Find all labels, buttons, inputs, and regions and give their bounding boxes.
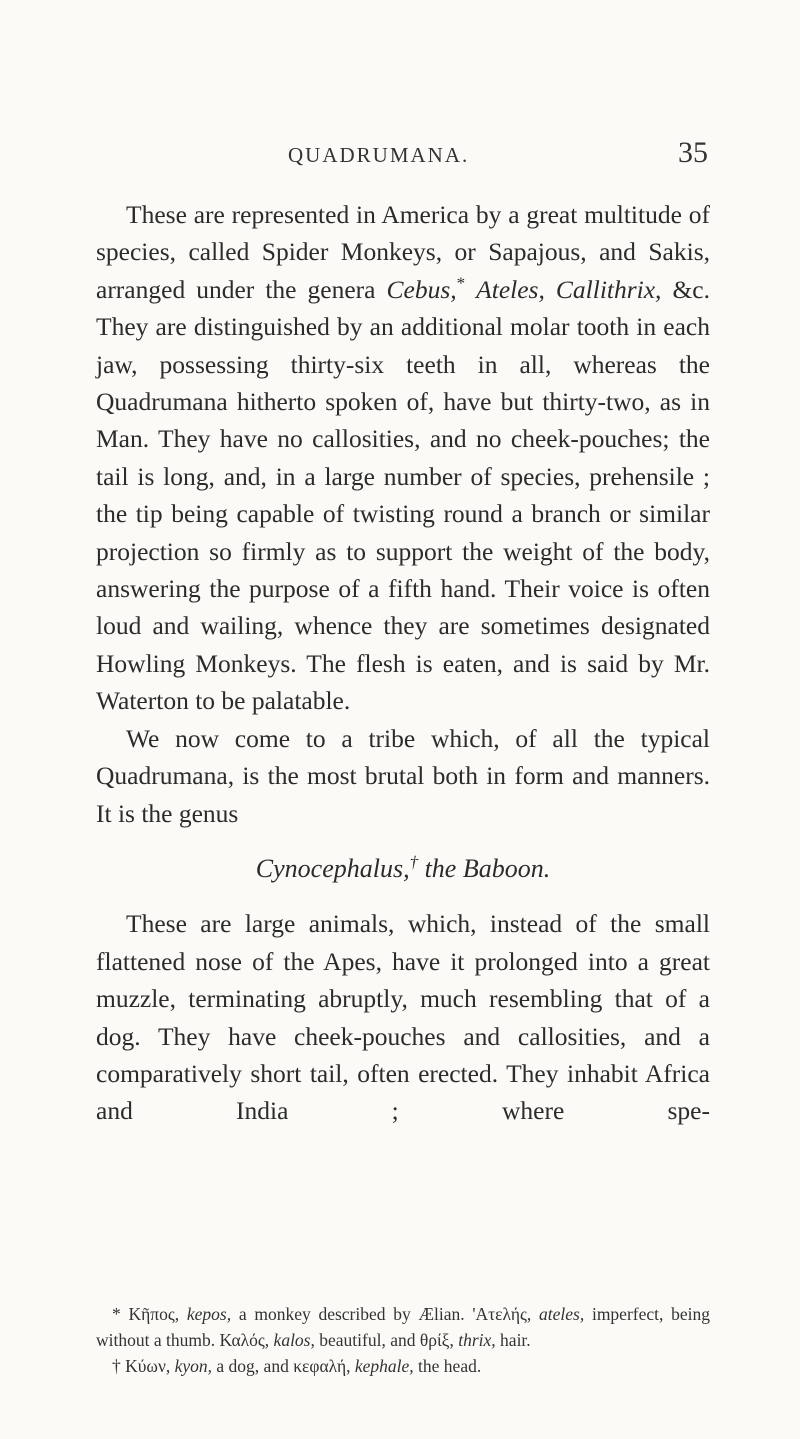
genus-ateles-callithrix: Ateles, Callithrix, (476, 274, 662, 304)
para1-text-a: These are represented in America by a great multitude of species, called Spider Monkeys, or Sapajous, and Sakis, arranged under the genera (96, 200, 710, 304)
footnote-2-text-b: the head. (413, 1355, 482, 1376)
footnote-1-ateles: ateles, (539, 1304, 585, 1324)
footnote-2-kyon: kyon, (174, 1355, 213, 1376)
body-text (96, 196, 710, 1130)
footnote-1-text-c: beautiful, and (314, 1329, 420, 1350)
paragraph-spider-monkeys (96, 196, 710, 720)
footnote-mark-star: * (456, 273, 466, 293)
footnote-1-text-b: imperfect, being without a thumb. (96, 1304, 710, 1350)
footnote-1-kepos: kepos, (186, 1304, 232, 1324)
section-heading (96, 850, 710, 887)
footnote-mark-dagger: † (409, 852, 419, 872)
page-number: 35 (678, 136, 708, 169)
footnote-1-text-d: hair. (495, 1329, 531, 1350)
running-head: QUADRUMANA. (288, 143, 470, 167)
footnote-2-text-a: a dog, and (212, 1355, 294, 1376)
heading-genus: Cynocephalus, (255, 853, 410, 883)
para1-text-b: &c. They are distinguished by an additional molar tooth in each jaw, possessing thirty-six teeth in all, whereas the Quadrumana hitherto spoken of, have but thirty-two, as in Man. They have no callosities, and no cheek-pouches; the tail is long, and, in a large number of species, prehensile ; the tip being capable of twisting round a branch or similar projection so firmly as to support the weight of the body, answering the purpose of a fifth hand. Their voice is often loud and wailing, whence they are sometimes designated Howling Monkeys. The flesh is eaten, and is said by Mr. Waterton to be palatable. (96, 274, 711, 716)
footnote-2-greek-kephale: κεφαλή, (293, 1355, 355, 1376)
footnote-1-greek-kalos: Καλός, (219, 1329, 274, 1350)
footnote-1-greek-ateles: 'Ατελής, (472, 1304, 540, 1324)
footnotes (96, 1302, 710, 1379)
footnote-2 (96, 1354, 710, 1380)
genus-cebus: Cebus, (386, 274, 457, 304)
footnote-1-greek-thrix: θρίξ, (419, 1329, 459, 1350)
footnote-2-mark: † (112, 1355, 121, 1376)
footnote-1-greek-kepos: Κῆπος, (120, 1304, 187, 1324)
footnote-1-text-a: a monkey described by Ælian. (231, 1304, 473, 1324)
footnote-1-kalos: kalos, (273, 1329, 315, 1350)
footnote-2-greek-kyon: Κύων, (120, 1355, 175, 1376)
heading-common-name: the Baboon. (418, 853, 551, 883)
para1-space (465, 275, 476, 304)
footnote-1-mark: * (112, 1304, 121, 1324)
footnote-2-kephale: kephale, (354, 1355, 414, 1376)
footnote-1 (96, 1302, 710, 1354)
paragraph-tribe: We now come to a tribe which, of all the typical Quadrumana, is the most brutal both in form and manners. It is the genus (96, 723, 710, 828)
paragraph-baboon: These are large animals, which, instead of the small flattened nose of the Apes, have it prolonged into a great muzzle, terminating abruptly, much resembling that of a dog. They have cheek-pouches and callosities, and a comparatively short tail, often erected. They inhabit Africa and India ; where spe- (96, 909, 710, 1126)
footnote-1-thrix: thrix, (458, 1329, 496, 1350)
page-header (0, 136, 800, 183)
